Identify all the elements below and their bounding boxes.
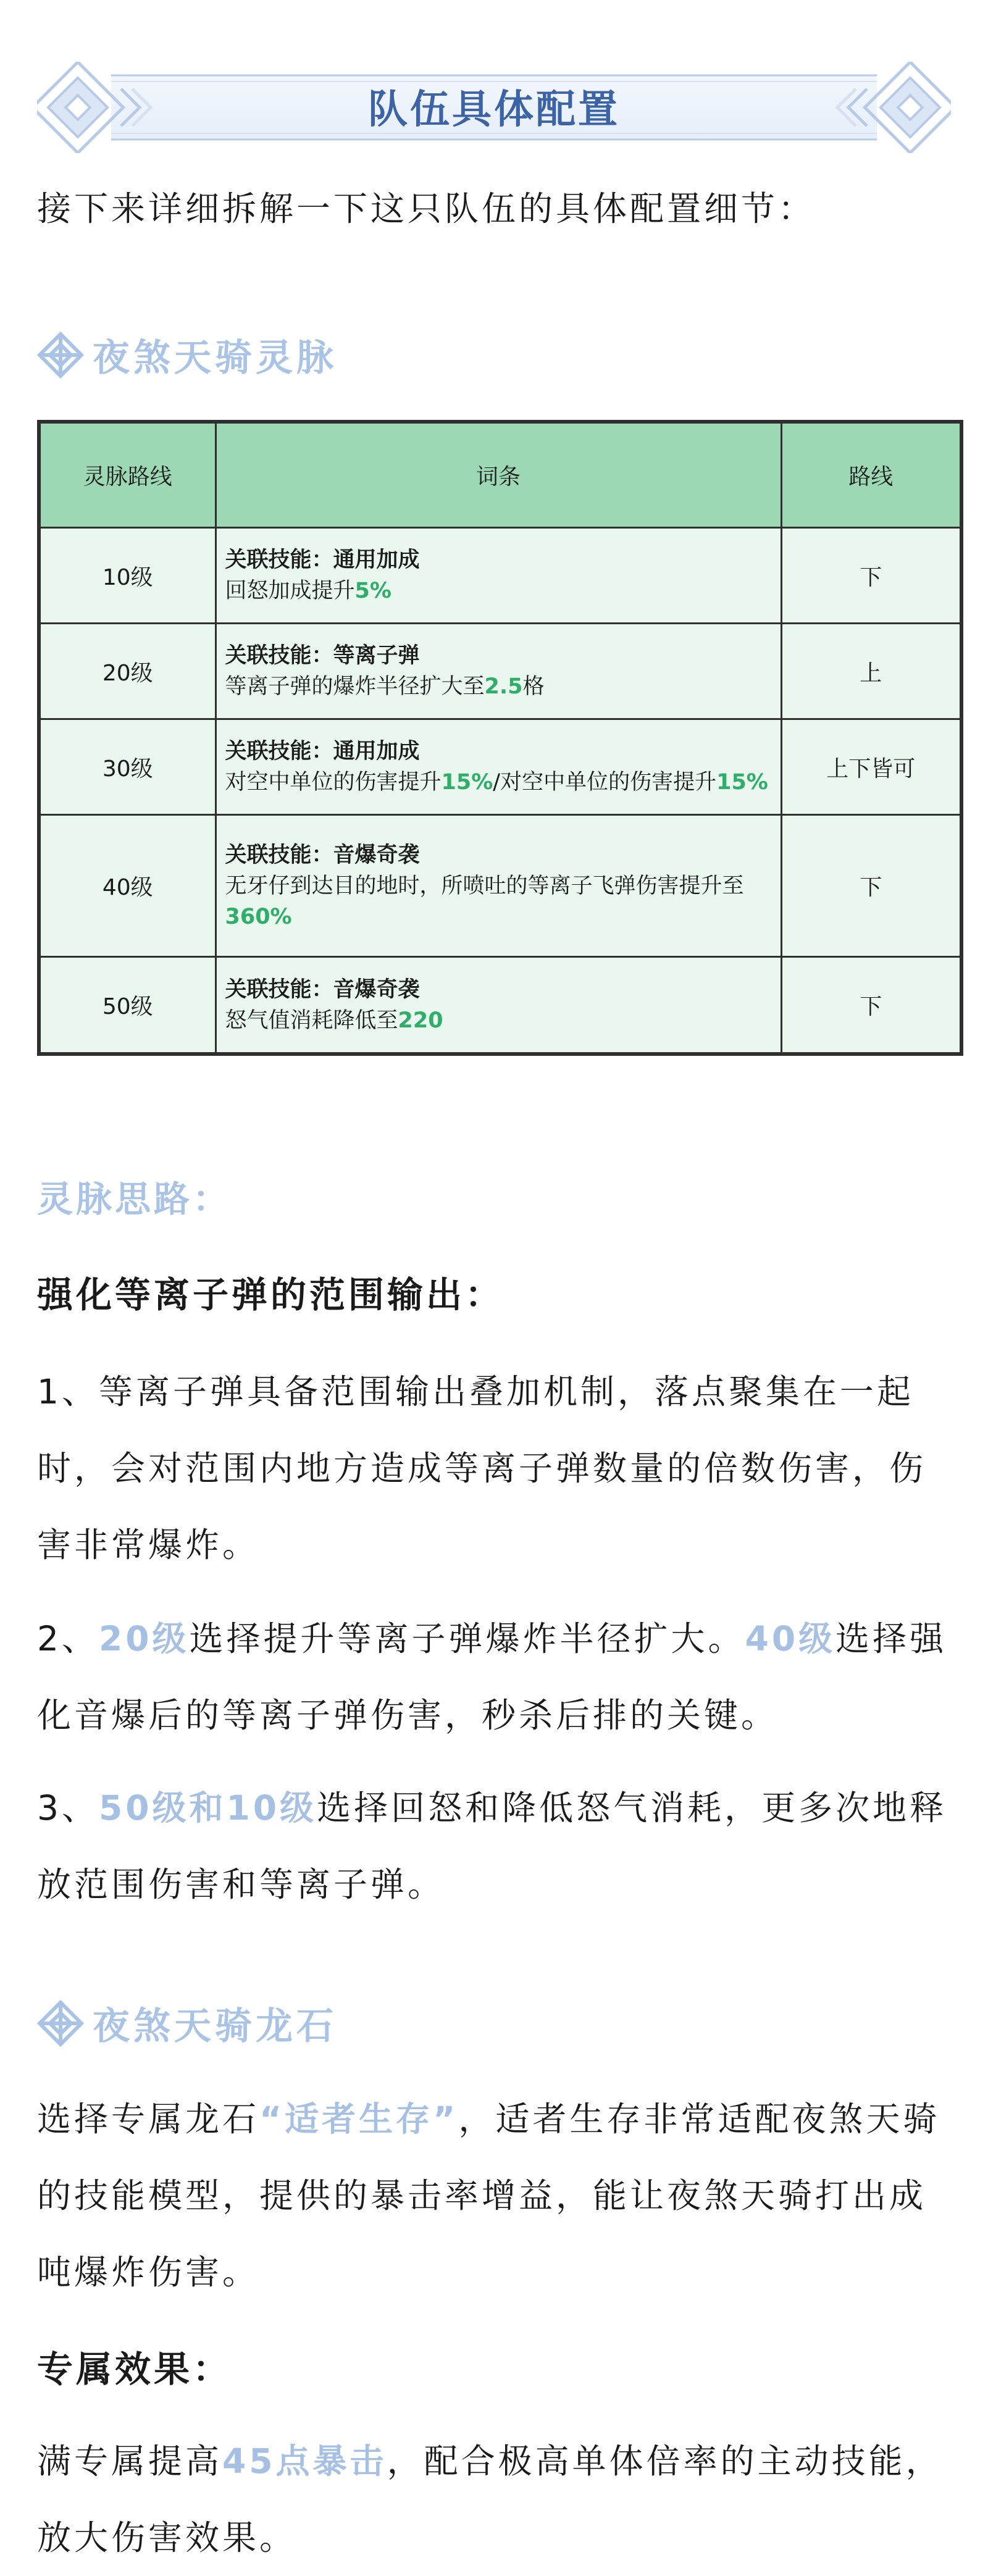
skill-name: 关联技能：音爆奇袭 [225, 977, 420, 1002]
entry-number-2: 15% [716, 770, 768, 795]
p3-suffix: 选择回怒和降低怒气消耗，更多次地释放范围伤害和等离子弹。 [37, 1788, 947, 1904]
table-row [39, 815, 961, 957]
entry-number: 360% [225, 904, 292, 929]
entry-cell [216, 624, 781, 719]
dragonstone-paragraph [37, 2081, 951, 2310]
entry-desc-suffix: /对空中单位的伤害提升 [493, 770, 717, 795]
knot-icon [37, 2000, 84, 2047]
route-cell: 下 [781, 815, 961, 957]
entry-cell [216, 528, 781, 624]
column-header: 路线 [781, 422, 961, 528]
entry-text [225, 871, 772, 932]
skill-name: 关联技能：音爆奇袭 [225, 842, 420, 868]
effect-highlight: 45点暴击 [222, 2441, 387, 2481]
level-cell: 10级 [39, 528, 216, 624]
route-cell: 下 [781, 528, 961, 624]
column-header: 词条 [216, 422, 781, 528]
entry-desc: 回怒加成提升 [225, 579, 355, 603]
route-cell: 下 [781, 957, 961, 1054]
entry-cell [216, 815, 781, 957]
p3-highlight: 50级和10级 [99, 1788, 317, 1828]
entry-cell [216, 957, 781, 1054]
entry-number: 15% [441, 770, 493, 795]
thoughts-subtitle: 强化等离子弹的范围输出： [37, 1274, 504, 1316]
table-header-row [39, 422, 961, 528]
skill-name: 关联技能：通用加成 [225, 739, 420, 764]
entry-desc: 怒气值消耗降低至 [225, 1008, 398, 1033]
effect-prefix: 满专属提高 [37, 2441, 223, 2481]
entry-desc: 等离子弹的爆炸半径扩大至 [225, 674, 485, 699]
ds-highlight: “适者生存” [259, 2099, 459, 2139]
table-row [39, 528, 961, 624]
entry-text [225, 767, 772, 798]
effect-suffix: ，配合极高单体倍率的主动技能，放大伤害效果。 [37, 2441, 943, 2557]
section-title: 夜煞天骑龙石 [93, 2005, 337, 2048]
thought-paragraph-3 [37, 1770, 951, 1923]
ds-prefix: 选择专属龙石 [37, 2099, 260, 2139]
thoughts-title: 灵脉思路： [37, 1178, 232, 1220]
entry-desc-suffix: 格 [522, 674, 545, 699]
entry-text [225, 671, 772, 702]
section-heading-longshi [37, 1999, 337, 2048]
p2-highlight-20: 20级 [99, 1619, 190, 1658]
section-heading-lingmai [37, 330, 337, 380]
entry-number: 220 [398, 1008, 443, 1033]
route-cell: 上 [781, 624, 961, 719]
entry-number: 5% [354, 579, 391, 603]
table-row [39, 624, 961, 719]
level-cell: 50级 [39, 957, 216, 1054]
thought-paragraph-2 [37, 1600, 951, 1754]
thought-paragraph-1: 1、等离子弹具备范围输出叠加机制，落点聚集在一起时，会对范围内地方造成等离子弹数量的倍数伤害，伤害非常爆炸。 [37, 1372, 927, 1565]
p2-highlight-40: 40级 [745, 1619, 836, 1658]
entry-text [225, 575, 772, 606]
knot-icon [37, 332, 84, 378]
level-cell: 40级 [39, 815, 216, 957]
table-row [39, 957, 961, 1054]
section-title: 夜煞天骑灵脉 [93, 337, 337, 380]
entry-desc: 无牙仔到达目的地时，所喷吐的等离子飞弹伤害提升至 [225, 873, 744, 898]
intro-text: 接下来详细拆解一下这只队伍的具体配置细节： [37, 189, 816, 228]
page-title: 队伍具体配置 [368, 87, 620, 133]
p2-prefix: 2、 [37, 1619, 99, 1658]
p2-suffix: 选择强化音爆后的等离子弹伤害，秒杀后排的关键。 [37, 1619, 947, 1735]
skill-name: 关联技能：等离子弹 [225, 643, 420, 668]
level-cell: 30级 [39, 719, 216, 815]
effect-paragraph [37, 2423, 951, 2576]
lingmai-table [37, 420, 963, 1056]
p2-middle: 选择提升等离子弹爆炸半径扩大。 [189, 1619, 745, 1658]
entry-desc: 对空中单位的伤害提升 [225, 770, 442, 795]
route-cell: 上下皆可 [781, 719, 961, 815]
effect-title: 专属效果： [37, 2348, 232, 2390]
entry-number: 2.5 [484, 674, 523, 699]
ds-suffix: ，适者生存非常适配夜煞天骑的技能模型，提供的暴击率增益，能让夜煞天骑打出成吨爆炸伤害。 [37, 2099, 940, 2292]
entry-text [225, 1005, 772, 1036]
table-row [39, 719, 961, 815]
skill-name: 关联技能：通用加成 [225, 548, 420, 572]
entry-cell [216, 719, 781, 815]
level-cell: 20级 [39, 624, 216, 719]
column-header: 灵脉路线 [39, 422, 216, 528]
p3-prefix: 3、 [37, 1788, 99, 1828]
title-banner [37, 62, 951, 153]
